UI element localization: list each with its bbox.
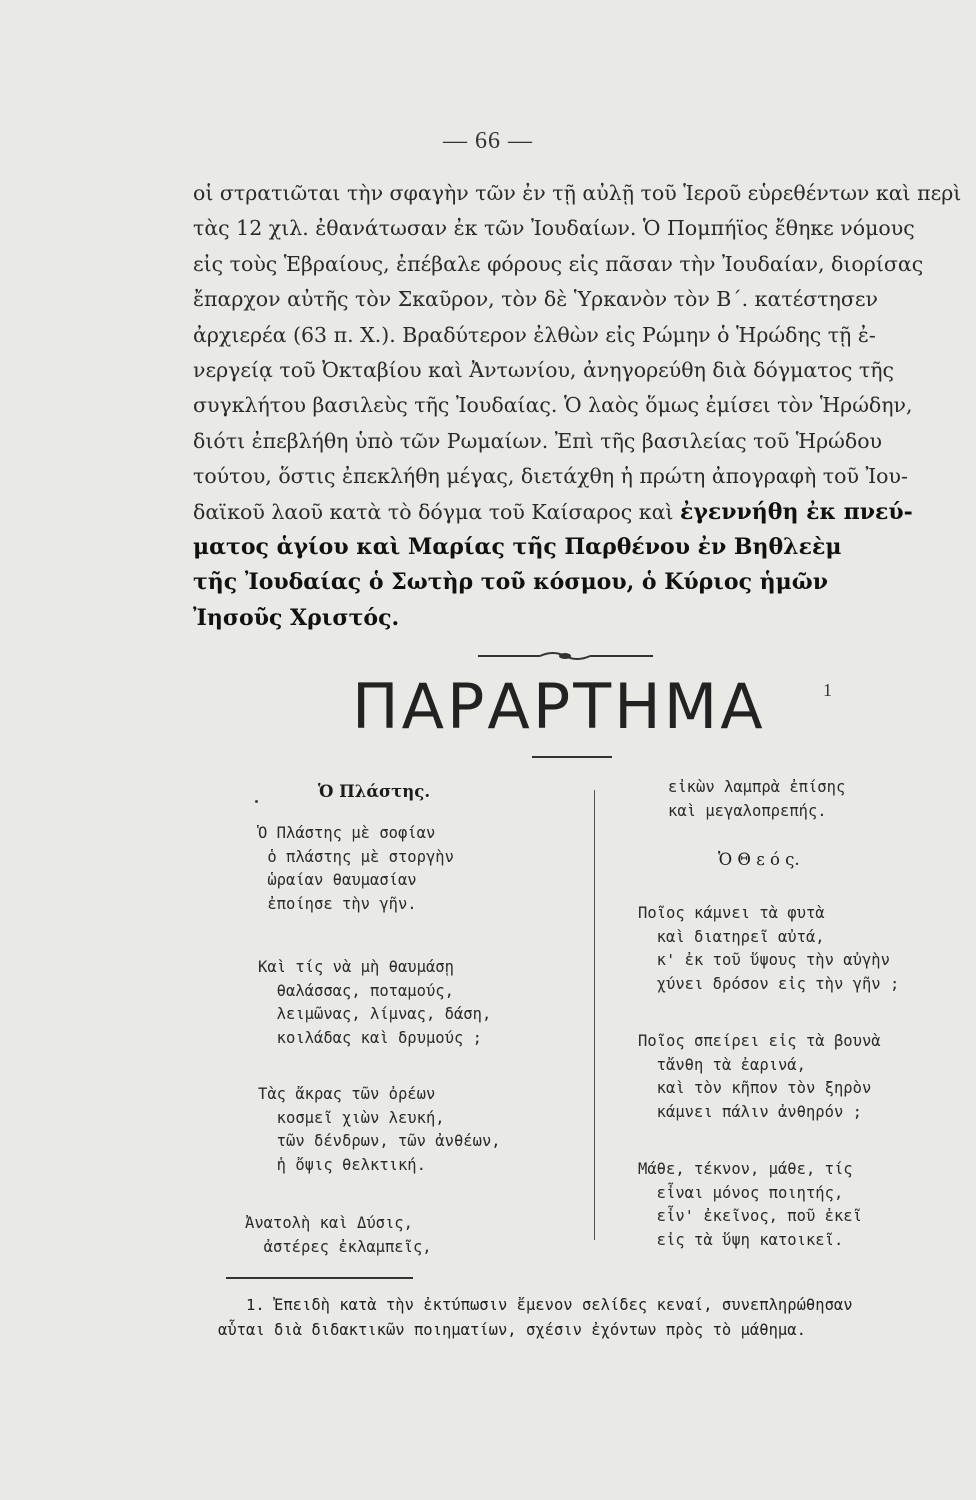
right-poem-stanza: Ποῖος σπείρει εἰς τὰ βουνὰ τἄνθη τὰ ἐαρινά, καὶ τὸν κῆπον τὸν ξηρὸν κάμνει πάλιν ἀνθηρόν ;	[638, 1032, 881, 1121]
left-poem-heading: Ὁ Πλάστης.	[318, 782, 431, 801]
prose-line: ἔπαρχον αὐτῆς τὸν Σκαῦρον, τὸν δὲ Ὑρκανὸν τὸν Β΄. κατέστησεν	[193, 287, 878, 312]
column-divider	[594, 790, 595, 1240]
right-poem-stanza: Ποῖος κάμνει τὰ φυτὰ καὶ διατηρεῖ αὐτά, κ' ἐκ τοῦ ὕψους τὴν αὐγὴν χύνει δρόσον εἰς τὴν γῆν ;	[638, 904, 900, 993]
left-poem-stanza: Τὰς ἄκρας τῶν ὀρέων κοσμεῖ χιὼν λευκή, τῶν δένδρων, τῶν ἀνθέων, ἡ ὄψις θελκτική.	[258, 1085, 501, 1174]
prose-line-mixed	[193, 495, 963, 530]
stray-mark	[255, 800, 258, 803]
prose-line: διότι ἐπεβλήθη ὑπὸ τῶν Ρωμαίων. Ἐπὶ τῆς βασιλείας τοῦ Ἡρώδου	[193, 428, 883, 453]
title-underline	[532, 756, 612, 758]
prose-block	[193, 176, 963, 636]
appendix-title: ΠΑΡΑΡΤΗΜΑ	[352, 670, 766, 743]
prose-bold-line: ματος ἁγίου καὶ Μαρίας τῆς Παρθένου ἐν Βηθλεὲμ	[193, 533, 842, 560]
prose-line: οἱ στρατιῶται τὴν σφαγὴν τῶν ἐν τῇ αὐλῇ τοῦ Ἱεροῦ εὑρεθέντων καὶ περὶ	[193, 181, 962, 205]
left-poem-stanza: Ἀνατολὴ καὶ Δύσις, ἀστέρες ἐκλαμπεῖς,	[245, 1214, 432, 1256]
right-poem-stanza: Μάθε, τέκνον, μάθε, τίς εἶναι μόνος ποιητής, εἶν' ἐκεῖνος, ποῦ ἐκεῖ εἰς τὰ ὕψη κατοικεῖ.	[638, 1160, 862, 1249]
left-poem-stanza: Καὶ τίς νὰ μὴ θαυμάσῃ θαλάσσας, ποταμούς, λειμῶνας, λίμνας, δάση, κοιλάδας καὶ δρυμούς ;	[258, 958, 492, 1047]
ornament-divider	[478, 648, 653, 664]
right-poem-continuation: εἰκὼν λαμπρὰ ἐπίσης καὶ μεγαλοπρεπής.	[668, 778, 846, 820]
footnote-line: αὗται διὰ διδακτικῶν ποιηματίων, σχέσιν ἐχόντων πρὸς τὸ μάθημα.	[218, 1321, 806, 1339]
footnote-marker: 1	[823, 680, 832, 700]
prose-line: εἰς τοὺς Ἑβραίους, ἐπέβαλε φόρους εἰς πᾶσαν τὴν Ἰουδαίαν, διορίσας	[193, 251, 924, 276]
prose-line: νεργείᾳ τοῦ Ὀκταβίου καὶ Ἀντωνίου, ἀνηγορεύθη διὰ δόγματος τῆς	[193, 357, 895, 382]
footnote	[218, 1293, 976, 1343]
prose-bold-line: τῆς Ἰουδαίας ὁ Σωτὴρ τοῦ κόσμου, ὁ Κύριος ἡμῶν	[193, 569, 828, 596]
prose-line: τούτου, ὅστις ἐπεκλήθη μέγας, διετάχθη ἡ πρώτη ἀπογραφὴ τοῦ Ἰου-	[193, 464, 908, 489]
page-number: — 66 —	[443, 128, 533, 154]
footnote-line: 1. Ἐπειδὴ κατὰ τὴν ἐκτύπωσιν ἔμενον σελίδες κεναί, συνεπληρώθησαν	[218, 1296, 853, 1314]
right-poem-heading: Ὁ Θ ε ό ς.	[718, 850, 800, 869]
prose-line: συγκλήτου βασιλεὺς τῆς Ἰουδαίας. Ὁ λαὸς ὅμως ἐμίσει τὸν Ἡρώδην,	[193, 393, 913, 418]
prose-bold-line: Ἰησοῦς Χριστός.	[193, 604, 400, 631]
prose-line: ἀρχιερέα (63 π. Χ.). Βραδύτερον ἐλθὼν εἰς Ρώμην ὁ Ἡρώδης τῇ ἐ-	[193, 322, 876, 347]
prose-line-bold-part: ἐγεννήθη ἐκ πνεύ-	[680, 498, 913, 525]
footnote-rule	[226, 1277, 413, 1279]
left-poem-stanza: Ὁ Πλάστης μὲ σοφίαν ὁ πλάστης μὲ στοργὴν ὡραίαν θαυμασίαν ἐποίησε τὴν γῆν.	[258, 824, 454, 913]
prose-line-normal-part: δαϊκοῦ λαοῦ κατὰ τὸ δόγμα τοῦ Καίσαρος καὶ	[193, 499, 680, 524]
prose-line: τὰς 12 χιλ. ἐθανάτωσαν ἐκ τῶν Ἰουδαίων. Ὁ Πομπήϊος ἔθηκε νόμους	[193, 216, 915, 241]
